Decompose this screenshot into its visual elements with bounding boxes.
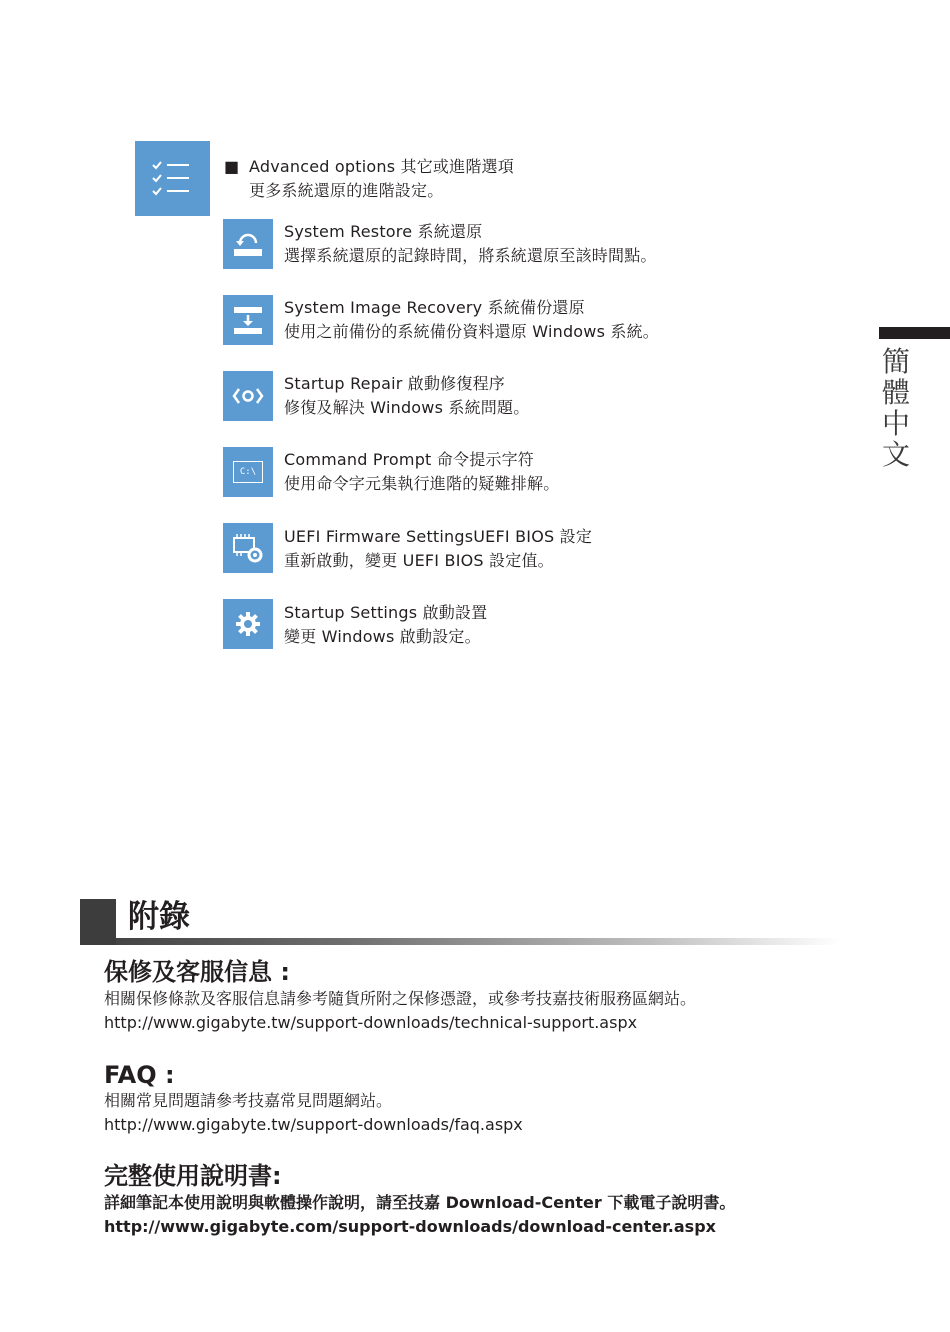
system-restore-icon (223, 219, 273, 269)
option-desc: 變更 Windows 啟動設定。 (284, 627, 481, 646)
option-title: Command Prompt 命令提示字符 (284, 450, 535, 469)
command-prompt-glyph: C:\ (239, 467, 257, 477)
section-heading: 保修及客服信息 : (104, 958, 290, 986)
section-text: 相關保修條款及客服信息請參考隨貨所附之保修憑證，或參考技嘉技術服務區網站。 (104, 989, 697, 1008)
advanced-bullet: ■ (224, 157, 240, 176)
section-link[interactable]: http://www.gigabyte.com/support-downloads/download-center.aspx (104, 1217, 716, 1236)
uefi-firmware-icon (223, 523, 273, 573)
startup-settings-icon (223, 599, 273, 649)
advanced-desc: 更多系統還原的進階設定。 (249, 181, 444, 200)
option-desc: 使用命令字元集執行進階的疑難排解。 (284, 474, 560, 493)
option-title: Startup Repair 啟動修復程序 (284, 374, 505, 393)
side-tab-bar (879, 327, 950, 339)
appendix-rule (80, 938, 840, 945)
section-heading: FAQ : (104, 1061, 175, 1089)
command-prompt-icon (223, 447, 273, 497)
section-link[interactable]: http://www.gigabyte.tw/support-downloads/faq.aspx (104, 1115, 523, 1134)
section-text: 相關常見問題請參考技嘉常見問題網站。 (104, 1091, 393, 1110)
checklist-icon (135, 141, 210, 216)
side-tab-label: 簡體中文 (881, 345, 910, 471)
option-desc: 修復及解決 Windows 系統問題。 (284, 398, 530, 417)
option-desc: 使用之前備份的系統備份資料還原 Windows 系統。 (284, 322, 659, 341)
advanced-title: Advanced options 其它或進階選項 (249, 157, 514, 176)
appendix-marker (80, 899, 116, 945)
option-desc: 選擇系統還原的記錄時間，將系統還原至該時間點。 (284, 246, 657, 265)
section-link[interactable]: http://www.gigabyte.tw/support-downloads/technical-support.aspx (104, 1013, 638, 1032)
option-title: UEFI Firmware SettingsUEFI BIOS 設定 (284, 527, 593, 546)
section-heading: 完整使用說明書: (104, 1162, 282, 1190)
startup-repair-icon (223, 371, 273, 421)
image-recovery-icon (223, 295, 273, 345)
appendix-title: 附錄 (128, 899, 190, 935)
option-title: System Restore 系統還原 (284, 222, 483, 241)
option-desc: 重新啟動，變更 UEFI BIOS 設定值。 (284, 551, 554, 570)
option-title: System Image Recovery 系統備份還原 (284, 298, 585, 317)
option-title: Startup Settings 啟動設置 (284, 603, 488, 622)
section-text: 詳細筆記本使用說明與軟體操作說明，請至技嘉 Download-Center 下載電子說明書。 (104, 1193, 736, 1212)
